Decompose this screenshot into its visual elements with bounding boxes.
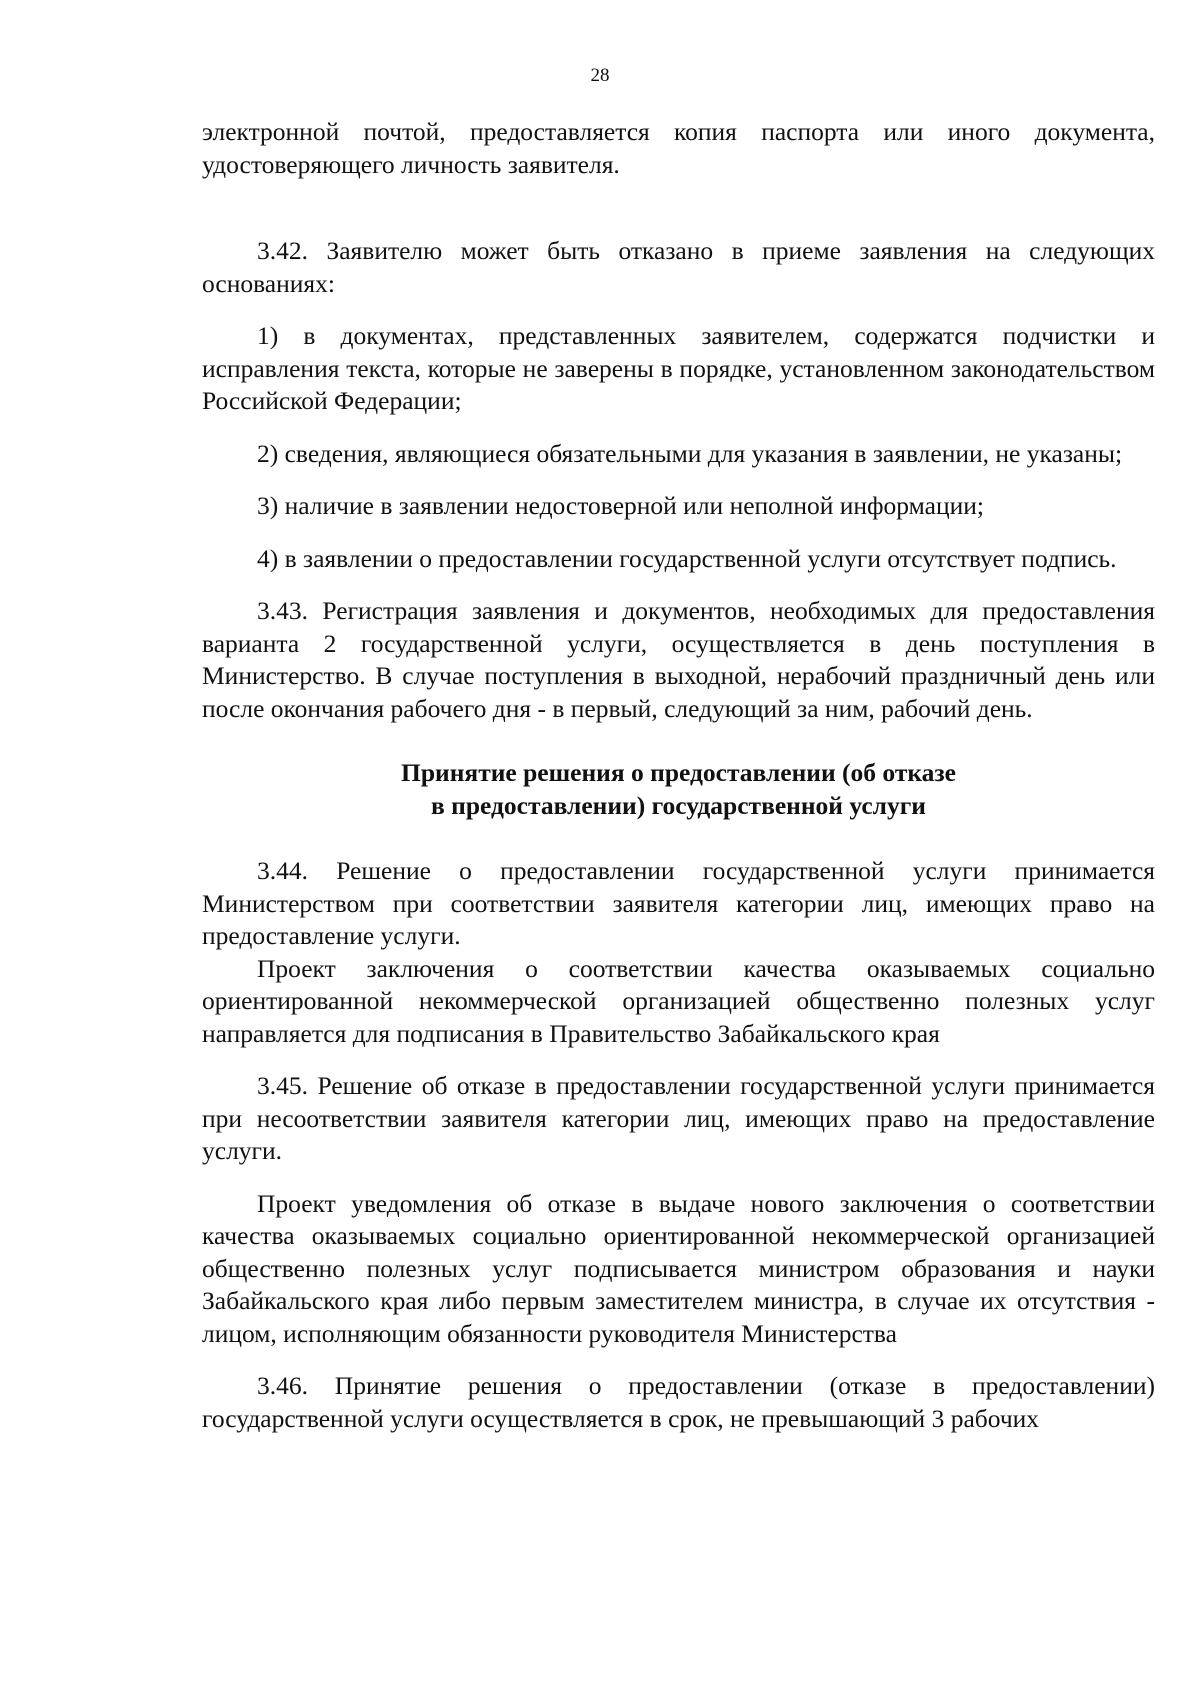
page-number: 28 <box>590 65 610 86</box>
list-item-3: 3) наличие в заявлении недостоверной или неполной информации; <box>257 491 984 520</box>
paragraph-draft-conclusion: Проект заключения о соответствии качества оказываемых социально ориентированной некоммерческой организацией общественно полезных услуг направляется для подписания в Правительство Забайкальского края <box>202 953 1155 1048</box>
paragraph-3-42: 3.42. Заявителю может быть отказано в приеме заявления на следующих основаниях: <box>202 236 1155 298</box>
list-item-1: 1) в документах, представленных заявителем, содержатся подчистки и исправления текста, которые не заверены в порядке, установленном законодательством Российской Федерации; <box>202 321 1155 415</box>
paragraph-continuation: электронной почтой, предоставляется копия паспорта или иного документа, удостоверяющего личность заявителя. <box>202 117 1155 179</box>
list-item-4: 4) в заявлении о предоставлении государственной услуги отсутствует подпись. <box>257 543 1117 573</box>
paragraph-3-44: 3.44. Решение о предоставлении государственной услуги принимается Министерством при соответствии заявителя категории лиц, имеющих право на предоставление услуги. <box>202 856 1155 950</box>
paragraph-3-45: 3.45. Решение об отказе в предоставлении государственной услуги принимается при несоответствии заявителя категории лиц, имеющих право на предоставление услуги. <box>202 1071 1155 1165</box>
section-heading-line-1: Принятие решения о предоставлении (об отказе <box>401 758 956 787</box>
document-body <box>202 116 1155 1435</box>
paragraph-3-43: 3.43. Регистрация заявления и документов, необходимых для предоставления варианта 2 государственной услуги, осуществляется в день поступления в Министерство. В случае поступления в выходной, нерабочий праздничный день или после окончания рабочего дня - в первый, следующий за ним, рабочий день. <box>202 596 1155 723</box>
section-heading <box>202 757 1155 822</box>
section-heading-line-2: в предоставлении) государственной услуги <box>431 790 926 820</box>
paragraph-3-46: 3.46. Принятие решения о предоставлении (отказе в предоставлении) государственной услуги осуществляется в срок, не превышающий 3 рабочих <box>202 1371 1155 1433</box>
list-item-2: 2) сведения, являющиеся обязательными для указания в заявлении, не указаны; <box>257 438 1123 468</box>
paragraph-draft-notice: Проект уведомления об отказе в выдаче нового заключения о соответствии качества оказываемых социально ориентированной некоммерческой организацией общественно полезных услуг подписывается министром образования и науки Забайкальского края либо первым заместителем министра, в случае их отсутствия - лицом, исполняющим обязанности руководителя Министерства <box>202 1188 1155 1348</box>
